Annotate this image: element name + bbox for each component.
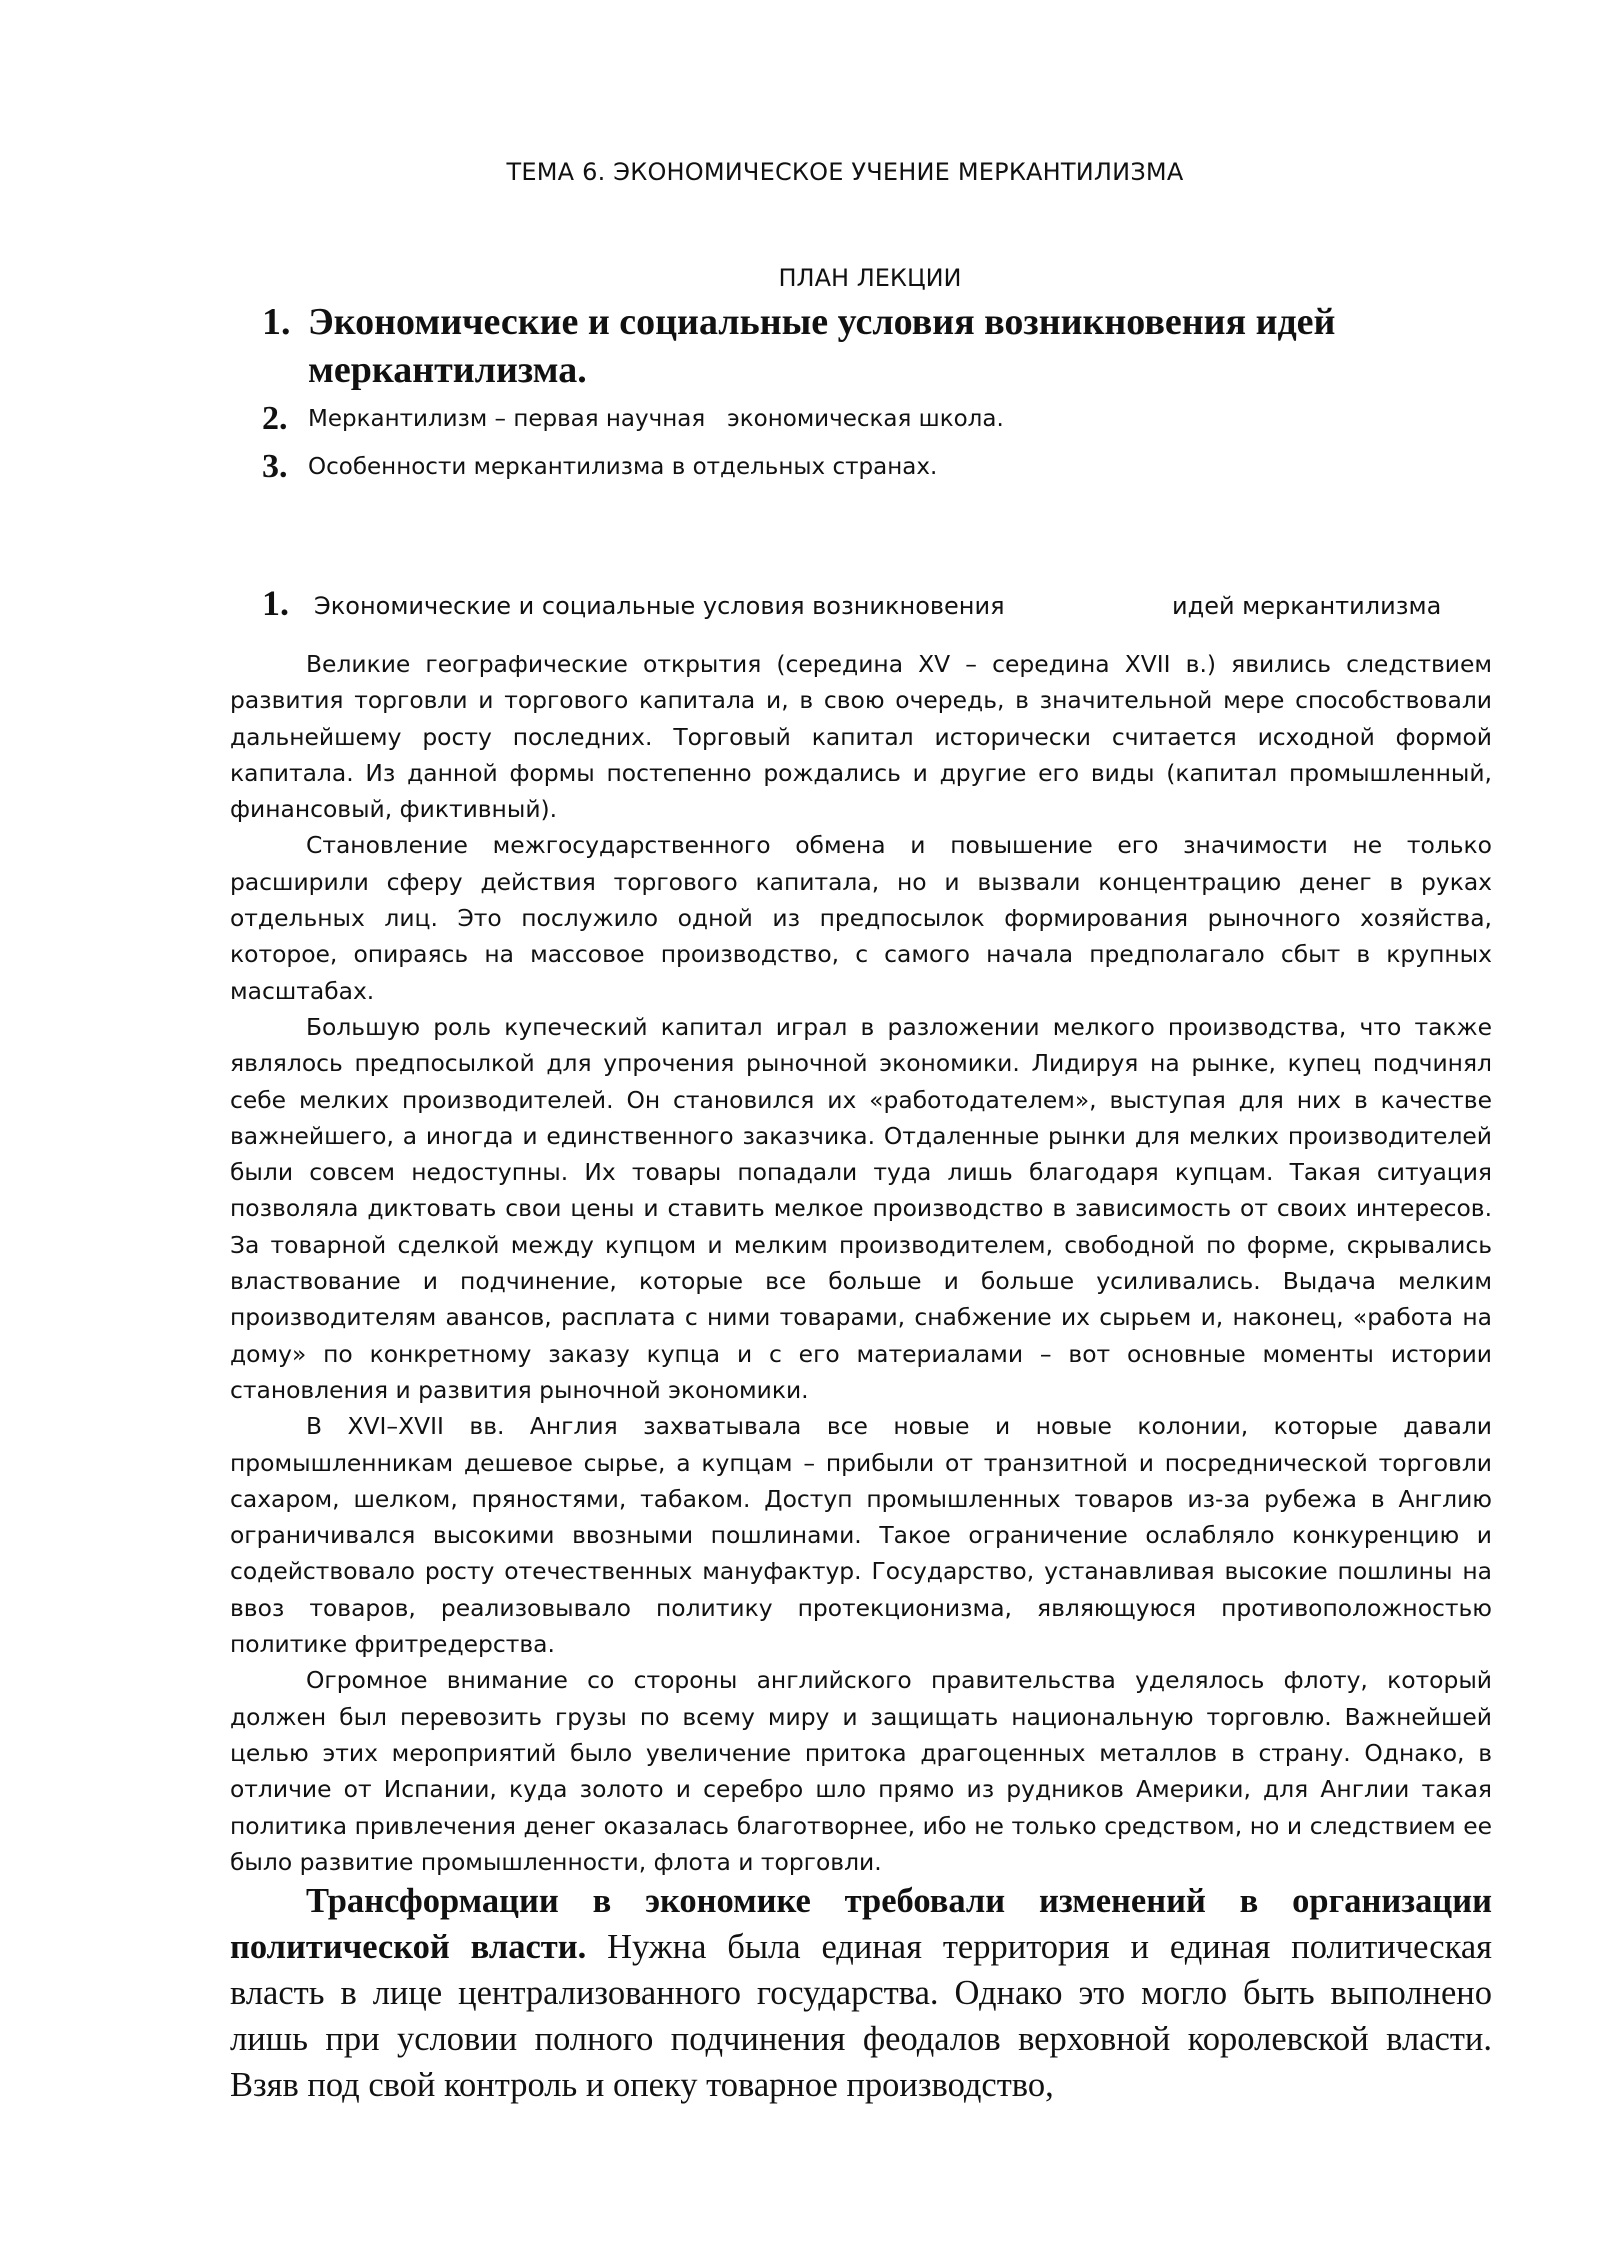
plan-title: ПЛАН ЛЕКЦИИ [778,264,962,292]
section-heading [262,578,1462,638]
section-heading-text-left: Экономические и социальные условия возникновения [314,592,1005,620]
final-paragraph-bold: Трансформации в экономике требовали изменений в организации политической власти. [230,1882,1492,1966]
plan-item-number: 1. [262,301,291,343]
section-number: 1. [262,583,289,623]
page-title: ТЕМА 6. ЭКОНОМИЧЕСКОЕ УЧЕНИЕ МЕРКАНТИЛИЗМА [506,158,1184,186]
plan-item-text: Экономические и социальные условия возникновения идей меркантилизма. [308,301,1336,391]
plan-item-number: 2. [262,400,288,437]
paragraph: Огромное внимание со стороны английского правительства уделялось флоту, который должен был перевозить грузы по всему миру и защищать национальную торговлю. Важнейшей целью этих мероприятий было увеличение притока драгоценных металлов в страну. Однако, в отличие от Испании, куда золото и серебро шло прямо из рудников Америки, для Англии такая политика привлечения денег оказалась благотворнее, ибо не только средством, но и следствием ее было развитие промышленности, флота и торговли. [230,1666,1492,1876]
plan-item [262,396,1412,442]
plan-item [262,298,1412,394]
plan-item [262,444,1412,490]
paragraph: В XVI–XVII вв. Англия захватывала все новые и новые колонии, которые давали промышленникам дешевое сырье, а купцам – прибыли от транзитной и посреднической торговли сахаром, шелком, пряностями, табаком. Доступ промышленных товаров из-за рубежа в Англию ограничивался высокими ввозными пошлинами. Такое ограничение ослабляло конкуренцию и содействовало росту отечественных мануфактур. Государство, устанавливая высокие пошлины на ввоз товаров, реализовывало политику протекционизма, являющуюся противоположностью политике фритредерства. [230,1412,1492,1659]
plan-item-text: Особенности меркантилизма в отдельных странах. [308,454,938,480]
paragraph: Большую роль купеческий капитал играл в разложении мелкого производства, что также являлось предпосылкой для упрочения рыночной экономики. Лидируя на рынке, купец подчинял себе мелких производителей. Он становился их «работодателем», выступая для них в качестве важнейшего, а иногда и единственного заказчика. Отдаленные рынки для мелких производителей были совсем недоступны. Их товары попадали туда лишь благодаря купцам. Такая ситуация позволяла диктовать свои цены и ставить мелкое производство в зависимость от своих интересов. За товарной сделкой между купцом и мелким производителем, свободной по форме, скрывались властвование и подчинение, которые все больше и больше усиливались. Выдача мелким производителям авансов, расплата с ними товарами, снабжение их сырьем и, наконец, «работа на дому» по конкретному заказу купца и с его материалами – вот основные моменты истории становления и развития рыночной экономики. [230,1012,1492,1404]
paragraph: Великие географические открытия (середина XV – середина XVII в.) явились следствием развития торговли и торгового капитала и, в свою очередь, в значительной мере способствовали дальнейшему росту последних. Торговый капитал исторически считается исходной формой капитала. Из данной формы постепенно рождались и другие его виды (капитал промышленный, финансовый, фиктивный). [230,650,1492,824]
final-paragraph-text: Нужна была единая территория и единая политическая власть в лице централизованного государства. Однако это могло быть выполнено лишь при условии полного подчинения феодалов верховной королевской власти. Взяв под свой контроль и опеку товарное производство, [230,1928,1492,2104]
section-heading-text-right: идей меркантилизма [1172,592,1442,620]
plan-item-number: 3. [262,448,288,485]
final-paragraph [230,1878,1492,2108]
plan-list [262,298,1412,490]
body-text [230,646,1492,1880]
plan-item-text: Меркантилизм – первая научная экономическая школа. [308,406,1004,432]
paragraph: Становление межгосударственного обмена и повышение его значимости не только расширили сферу действия торгового капитала, но и вызвали концентрацию денег в руках отдельных лиц. Это послужило одной из предпосылок формирования рыночного хозяйства, которое, опираясь на массовое производство, с самого начала предполагало сбыт в крупных масштабах. [230,831,1492,1005]
